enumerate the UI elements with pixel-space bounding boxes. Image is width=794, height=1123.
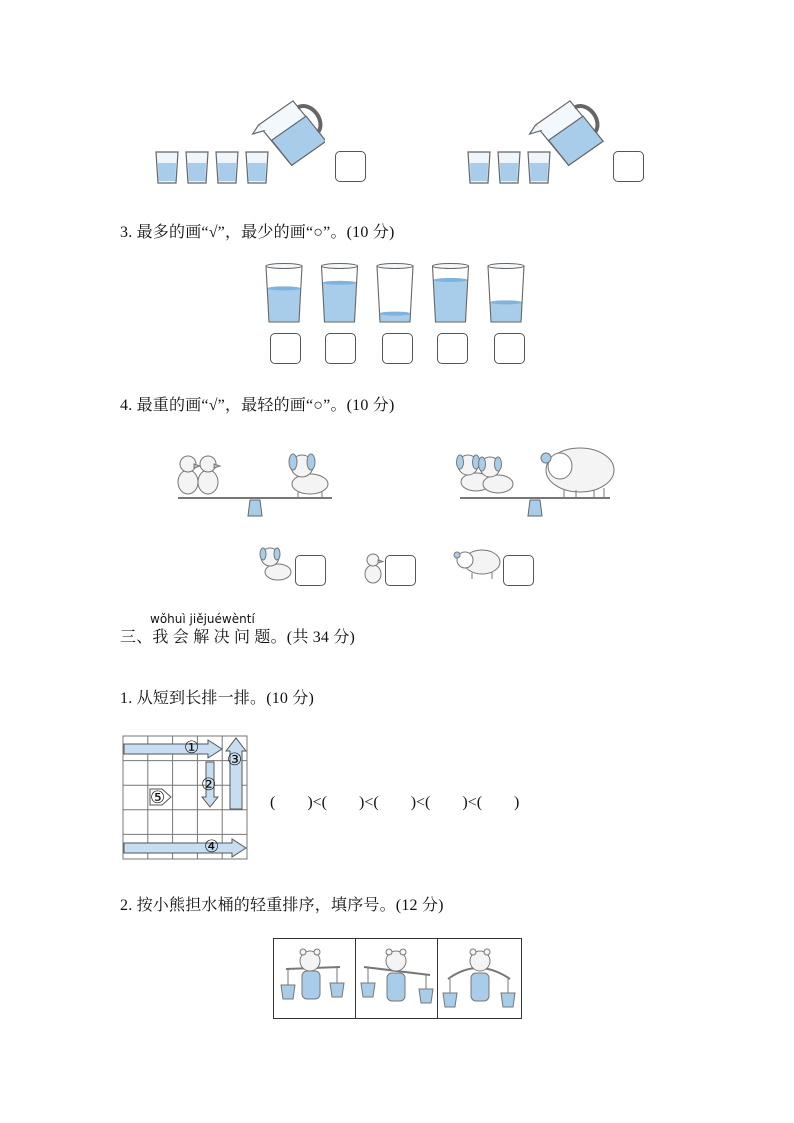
label-4: ④ [204, 837, 220, 856]
cup-icon [156, 152, 178, 183]
cup-icon [468, 152, 490, 183]
answer-box[interactable] [613, 151, 644, 182]
section-3-title: 三、我 会 解 决 问 题。(共 34 分) [120, 629, 356, 646]
glass-icon [377, 264, 413, 323]
answer-box[interactable] [437, 333, 468, 364]
sheep-icon [541, 448, 614, 497]
label-1: ① [184, 738, 200, 757]
bears-panel [273, 938, 522, 1019]
dog-icon [289, 454, 328, 497]
answer-box[interactable] [270, 333, 301, 364]
label-3: ③ [227, 750, 243, 769]
problem-2: 2. 按小熊担水桶的轻重排序，填序号。(12 分) [120, 897, 444, 914]
answer-box[interactable] [295, 555, 326, 586]
dog-small [256, 540, 296, 585]
answer-box[interactable] [385, 555, 416, 586]
bear-buckets-icon [356, 939, 438, 1019]
pinyin: jué [203, 612, 222, 626]
answer-box[interactable] [382, 333, 413, 364]
chick-small [360, 548, 388, 586]
cup-icon [528, 152, 550, 183]
sheep-small [452, 542, 504, 584]
bear-cell-2 [356, 939, 438, 1019]
problem-1: 1. 从短到长排一排。(10 分) [120, 690, 315, 707]
label-5: ⑤ [150, 788, 166, 807]
pitcher-cups-right [462, 95, 612, 190]
pitcher-cups-left [150, 95, 325, 190]
bear-buckets-icon [438, 939, 521, 1019]
cup-icon [246, 152, 268, 183]
answer-box[interactable] [503, 555, 534, 586]
question-4: 4. 最重的画“√”，最轻的画“○”。(10 分) [120, 397, 395, 414]
glass-icon [322, 264, 358, 323]
seesaw-chicks-dog [170, 440, 340, 520]
glass-icon [488, 264, 524, 323]
chick-icon [198, 456, 220, 494]
question-3: 3. 最多的画“√”，最少的画“○”。(10 分) [120, 224, 395, 241]
glass-icon [433, 264, 469, 323]
seesaw-dogs-sheep [452, 432, 622, 520]
cup-icon [216, 152, 238, 183]
glass-icon [266, 264, 302, 323]
pinyin: wǒ [150, 612, 168, 626]
answer-box[interactable] [325, 333, 356, 364]
label-2: ② [201, 775, 217, 794]
answer-box[interactable] [335, 151, 366, 182]
glasses-row [262, 262, 537, 324]
pinyin: jiě [189, 612, 204, 626]
pinyin: huì [167, 612, 186, 626]
cup-icon [498, 152, 520, 183]
ordering-answer-row[interactable]: ( )<( )<( )<( )<( ) [270, 794, 520, 811]
bear-buckets-icon [274, 939, 356, 1019]
answer-box[interactable] [494, 333, 525, 364]
bear-cell-3 [438, 939, 521, 1019]
chick-icon [178, 456, 200, 494]
pinyin: tí [246, 612, 255, 626]
dog-icon [479, 457, 514, 493]
bear-cell-1 [274, 939, 356, 1019]
pinyin: wèn [221, 612, 247, 626]
cup-icon [186, 152, 208, 183]
